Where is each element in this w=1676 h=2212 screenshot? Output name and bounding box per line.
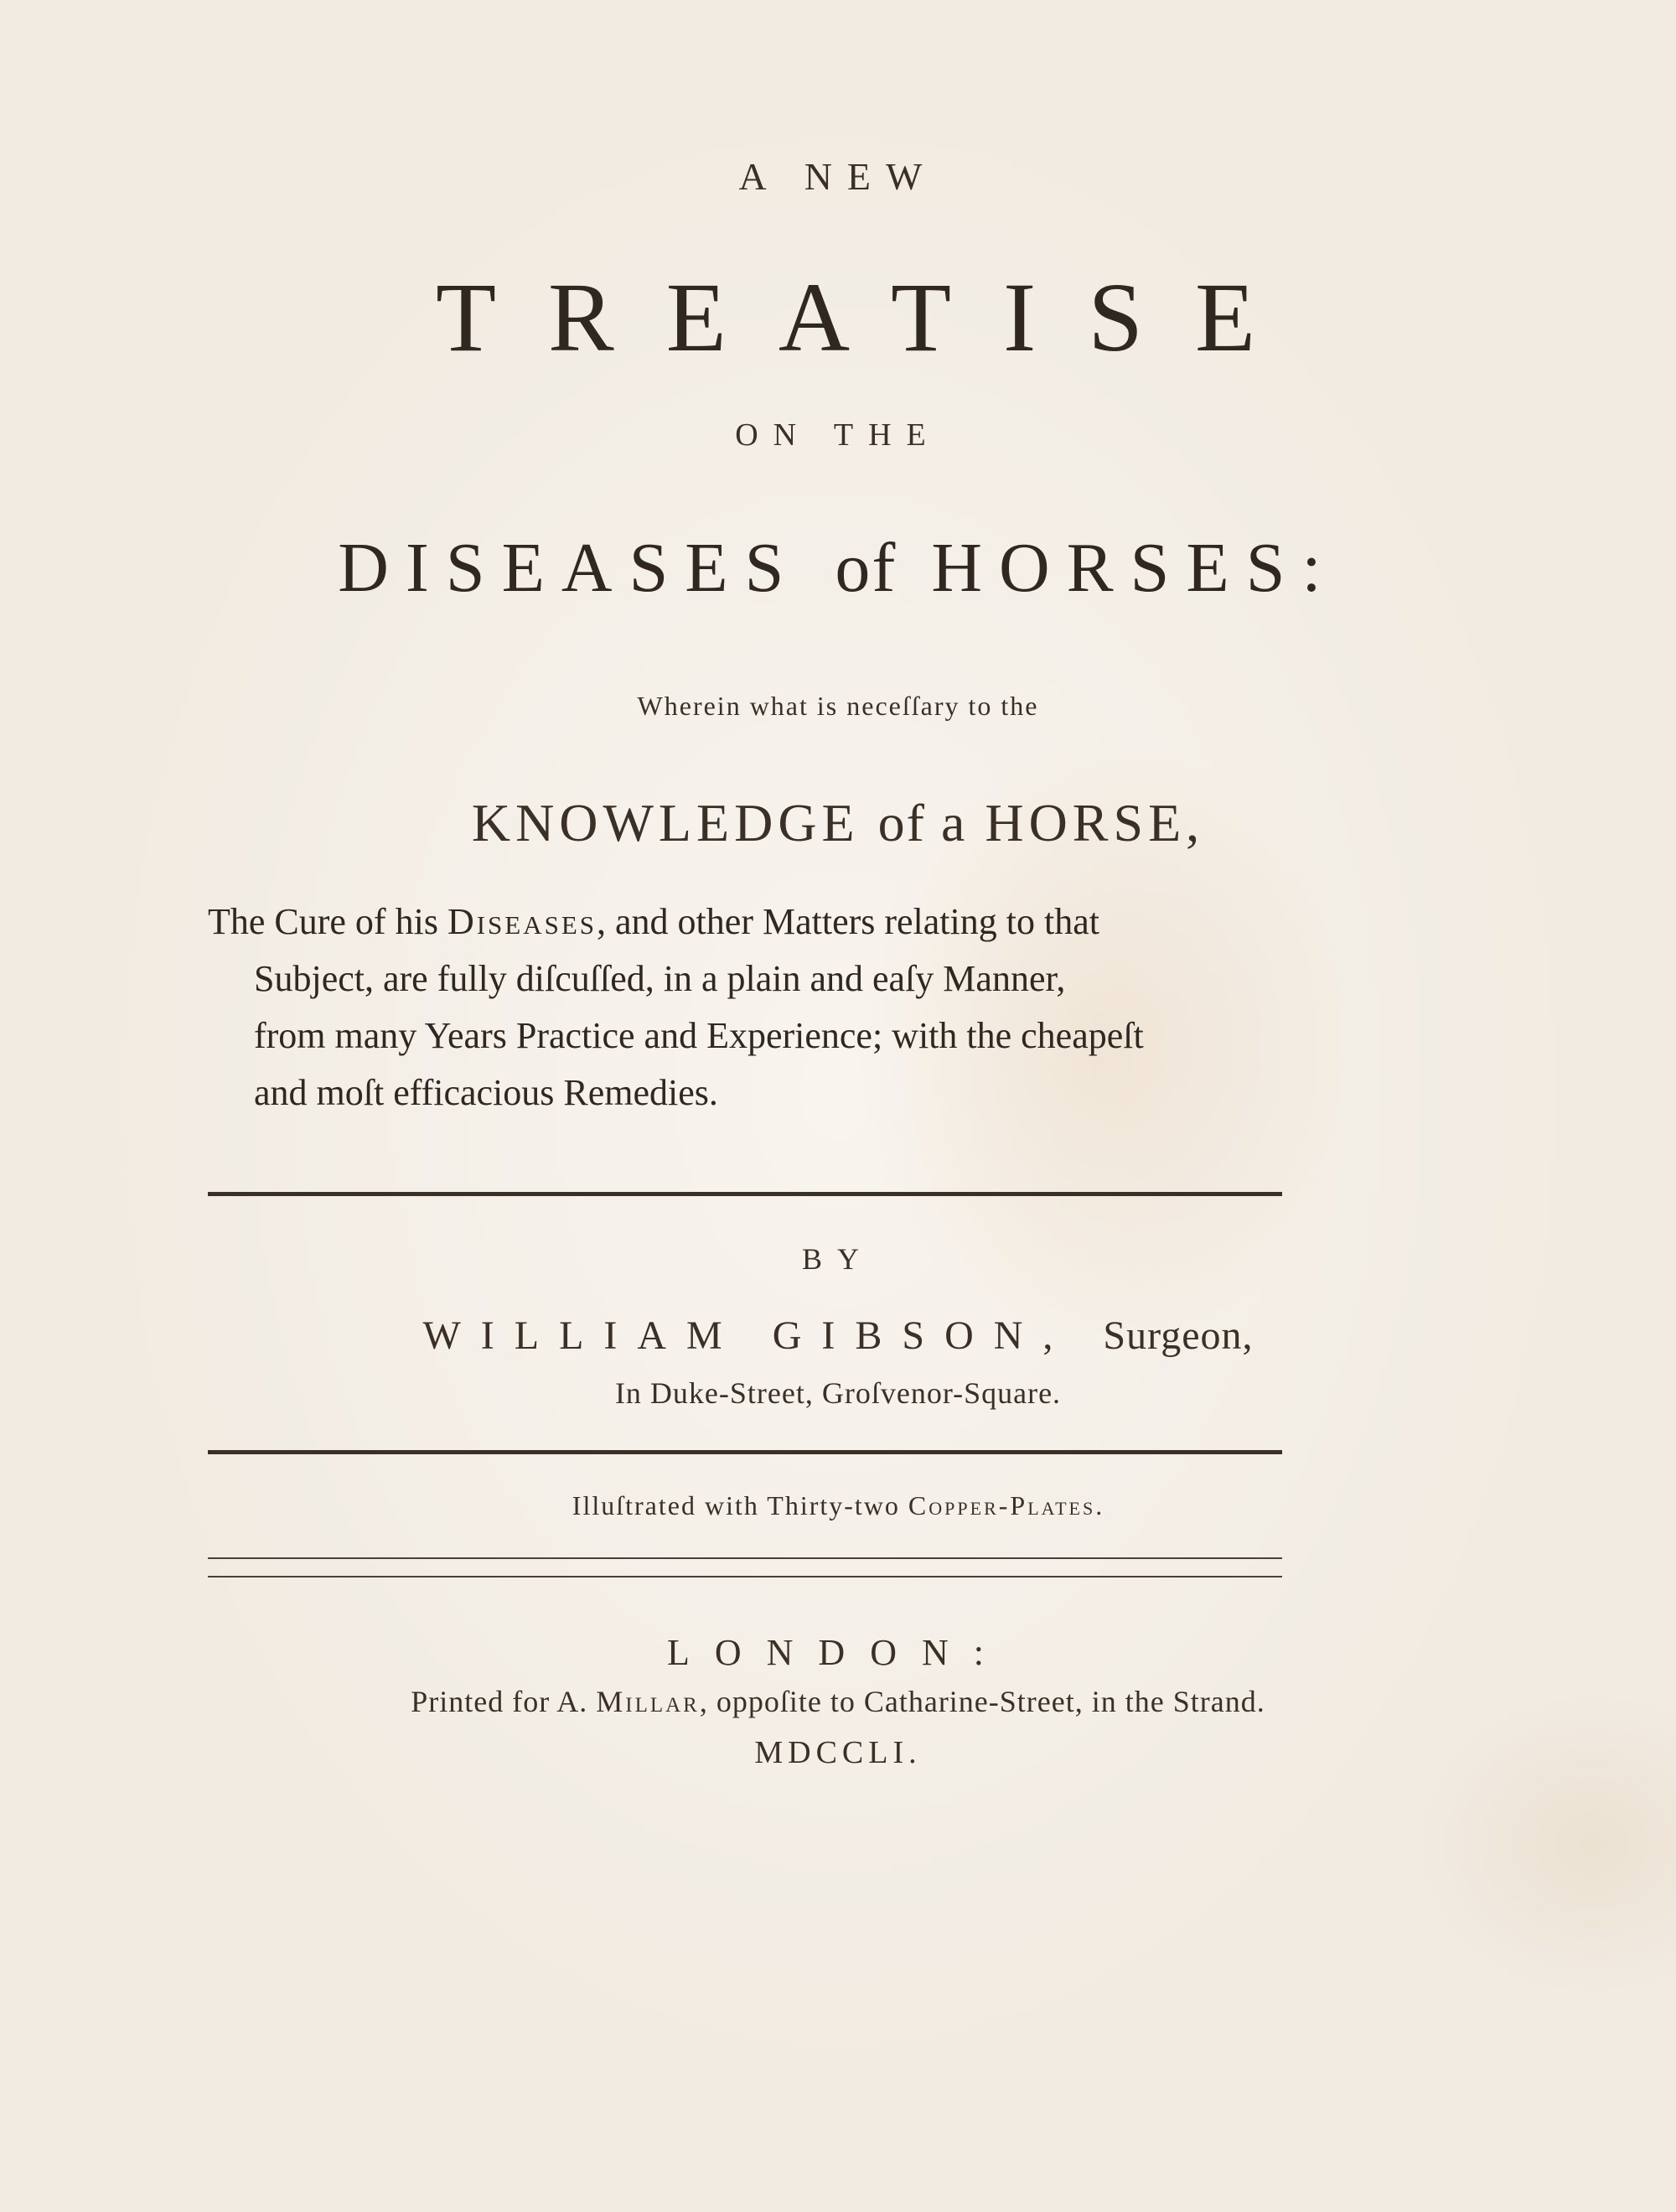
- divider-rule-3b: [208, 1576, 1282, 1577]
- imprint-millar: Millar: [596, 1685, 700, 1718]
- title-diseases: DISEASES: [338, 529, 801, 607]
- author-name: WILLIAM GIBSON,: [422, 1313, 1073, 1358]
- divider-rule-3a: [208, 1557, 1282, 1559]
- title-treatise: TREATISE: [435, 262, 1308, 372]
- imprint-london: LONDON:: [667, 1632, 1009, 1673]
- subtitle-knowledge-of-a-horse: [0, 793, 1676, 852]
- byline-by: BY: [801, 1242, 874, 1276]
- divider-rule-2: [208, 1450, 1282, 1454]
- description-line-1: [208, 894, 1289, 951]
- title-horses: HORSES:: [931, 529, 1338, 607]
- imprint-date: MDCCLI.: [754, 1735, 922, 1770]
- author-title: Surgeon,: [1103, 1313, 1254, 1358]
- title-diseases-of-horses: [0, 529, 1676, 607]
- author-line: [0, 1313, 1676, 1358]
- imprint-printed-for: [0, 1686, 1676, 1717]
- imprint-printed-end: , oppoſite to Catharine-Street, in the Strand.: [699, 1685, 1265, 1718]
- illustrated-line: [0, 1492, 1676, 1519]
- subtitle-wherein: Wherein what is neceſſary to the: [637, 691, 1039, 721]
- subtitle-knowledge: KNOWLEDGE: [471, 793, 860, 852]
- illustrated-copper-plates: Copper-Plates: [908, 1490, 1096, 1520]
- illustrated-text: Illuſtrated with Thirty-two: [572, 1490, 900, 1520]
- description-line-4: and moſt efficacious Remedies.: [254, 1072, 718, 1113]
- title-a-new: A NEW: [738, 155, 938, 198]
- subtitle-horse: HORSE,: [985, 793, 1205, 852]
- description-paragraph: [208, 894, 1289, 1122]
- description-diseases: Diseases: [447, 901, 597, 942]
- divider-rule-1: [208, 1192, 1282, 1196]
- author-address: In Duke-Street, Groſvenor-Square.: [614, 1376, 1062, 1410]
- title-on-the: ON THE: [735, 417, 941, 453]
- illustrated-period: .: [1095, 1490, 1104, 1520]
- subtitle-of-a: of a: [877, 793, 967, 852]
- description-line-1-start: The Cure of his: [208, 901, 438, 942]
- description-line-2: Subject, are fully diſcuſſed, in a plain and eaſy Manner,: [254, 958, 1066, 999]
- description-line-1-end: , and other Matters relating to that: [597, 901, 1099, 942]
- description-line-3: from many Years Practice and Experience; with the cheapeſt: [254, 1015, 1144, 1056]
- title-of: of: [835, 529, 897, 607]
- imprint-printed-start: Printed for A.: [411, 1685, 588, 1718]
